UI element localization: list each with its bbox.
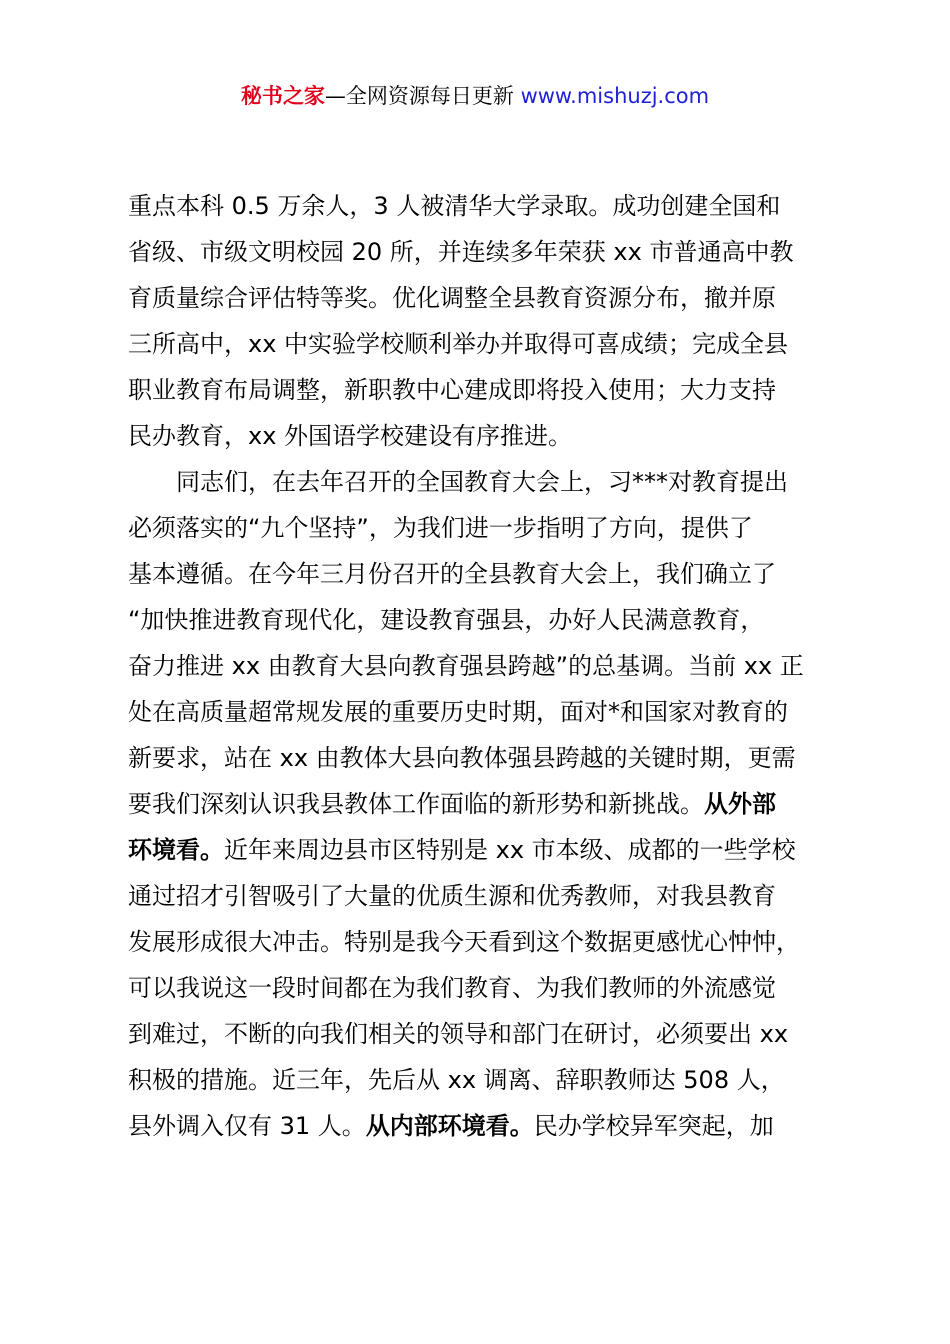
text-line: 必须落实的“九个坚持”，为我们进一步指明了方向，提供了: [128, 514, 753, 542]
text-line: 育质量综合评估特等奖。优化调整全县教育资源分布，撤并原: [128, 284, 776, 312]
text-line: 基本遵循。在今年三月份召开的全县教育大会上，我们确立了: [128, 560, 776, 588]
text-line: 职业教育布局调整，新职教中心建成即将投入使用；大力支持: [128, 376, 776, 404]
text-line: 通过招才引智吸引了大量的优质生源和优秀教师，对我县教育: [128, 882, 776, 910]
bold-heading-run: 从内部环境看。: [365, 1112, 534, 1140]
text-run: 近年来周边县市区特别是 xx 市本级、成都的一些学校: [224, 836, 796, 864]
text-line: “加快推进教育现代化，建设教育强县，办好人民满意教育，: [128, 606, 765, 634]
text-line: 省级、市级文明校园 20 所，并连续多年荣获 xx 市普通高中教: [128, 238, 794, 266]
header-slogan: —全网资源每日更新: [324, 84, 514, 108]
text-line: 三所高中，xx 中实验学校顺利举办并取得可喜成绩；完成全县: [128, 330, 789, 358]
site-header: [0, 80, 950, 112]
bold-heading-run: 从外部: [704, 790, 776, 818]
text-run: 要我们深刻认识我县教体工作面临的新形势和新挑战。: [128, 790, 704, 818]
text-line: [128, 781, 840, 827]
site-url-link[interactable]: www.mishuzj.com: [520, 84, 710, 108]
text-line: [128, 1103, 840, 1149]
text-line: 积极的措施。近三年，先后从 xx 调离、辞职教师达 508 人，: [128, 1066, 785, 1094]
paragraph-start-line: 同志们，在去年召开的全国教育大会上，习***对教育提出: [176, 468, 788, 496]
text-line: 发展形成很大冲击。特别是我今天看到这个数据更感忧心忡忡，: [128, 928, 800, 956]
bold-heading-run: 环境看。: [128, 836, 224, 864]
document-body: [128, 183, 840, 1149]
text-line: 新要求，站在 xx 由教体大县向教体强县跨越的关键时期，更需: [128, 744, 796, 772]
text-line: 民办教育，xx 外国语学校建设有序推进。: [128, 422, 573, 450]
text-line: 到难过，不断的向我们相关的领导和部门在研讨，必须要出 xx: [128, 1020, 789, 1048]
text-line: 处在高质量超常规发展的重要历史时期，面对*和国家对教育的: [128, 698, 788, 726]
text-line: 重点本科 0.5 万余人，3 人被清华大学录取。成功创建全国和: [128, 192, 781, 220]
text-run: 县外调入仅有 31 人。: [128, 1112, 366, 1140]
text-line: 可以我说这一段时间都在为我们教育、为我们教师的外流感觉: [128, 974, 776, 1002]
text-line: 奋力推进 xx 由教育大县向教育强县跨越”的总基调。当前 xx 正: [128, 652, 804, 680]
text-run: 民办学校异军突起，加: [533, 1112, 774, 1140]
brand-name: 秘书之家: [240, 84, 325, 108]
text-line: [128, 827, 840, 873]
